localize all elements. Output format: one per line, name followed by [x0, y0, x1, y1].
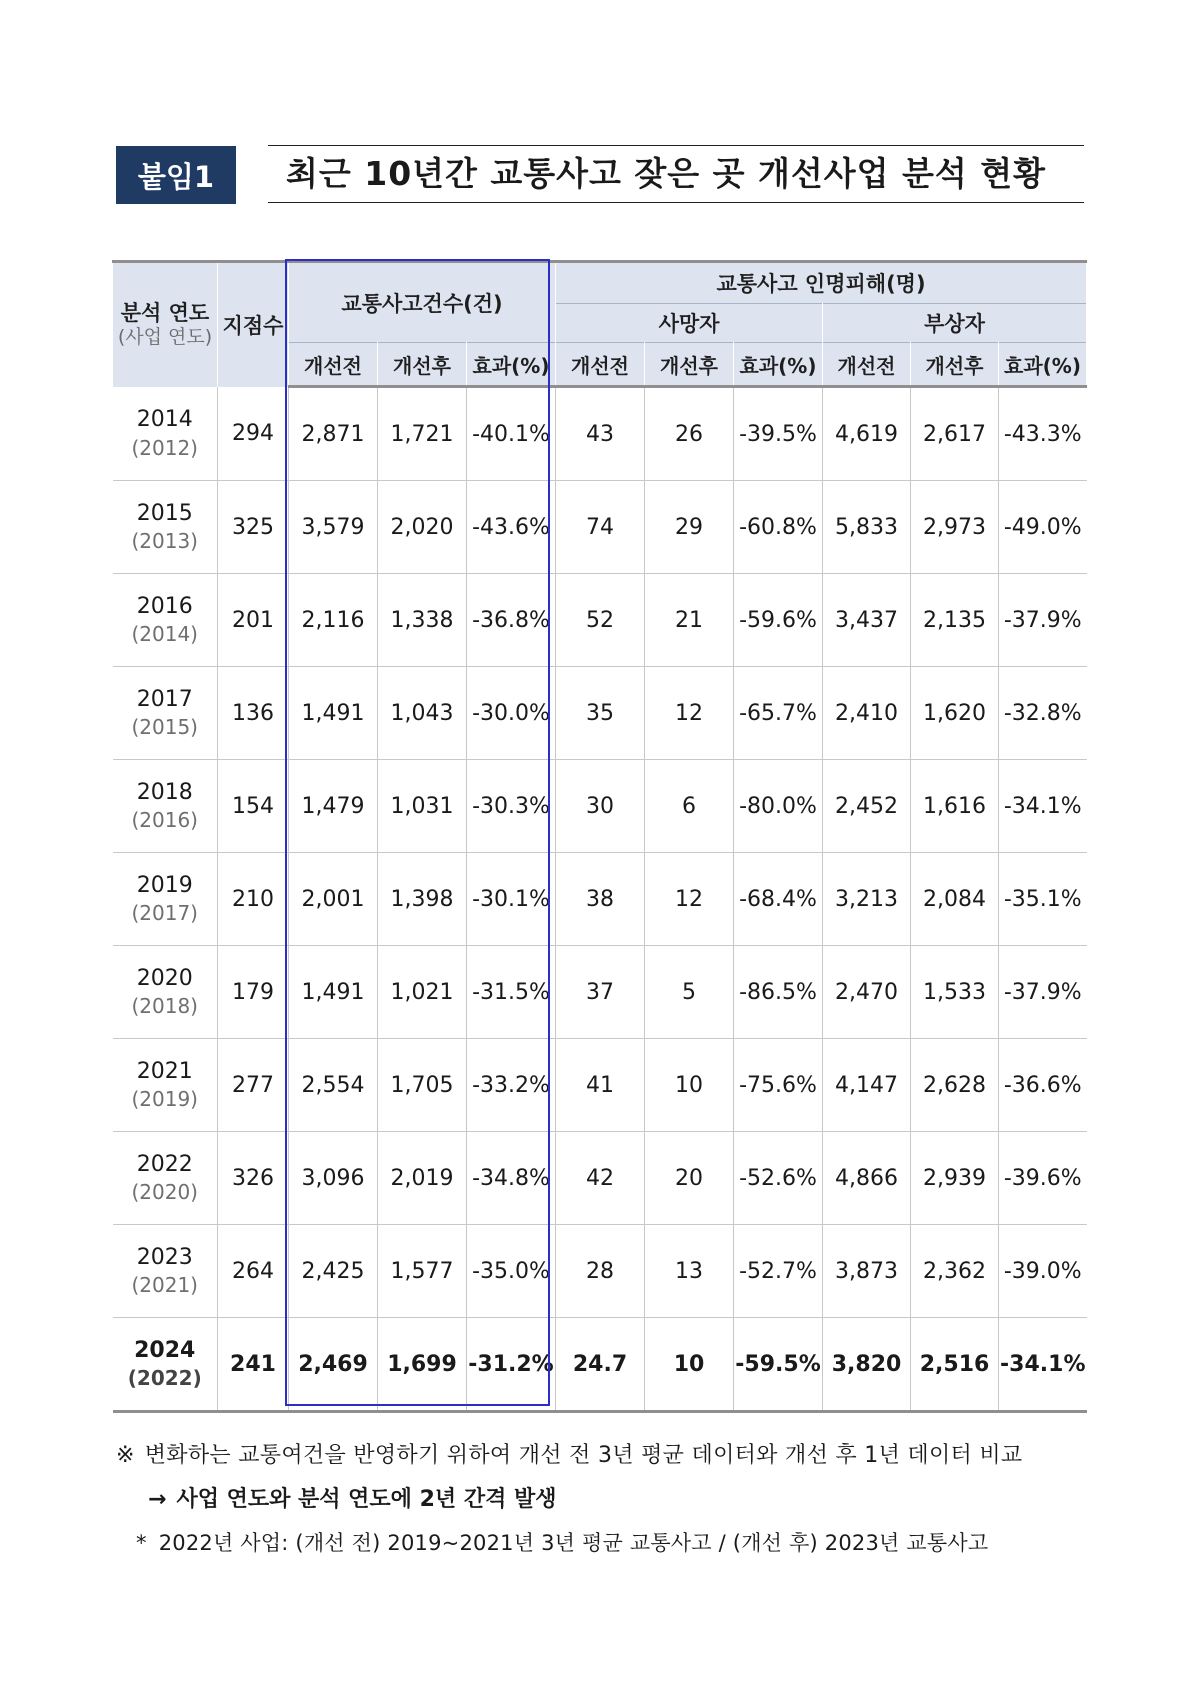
cell-acc-a: 1,338 — [378, 574, 467, 667]
cell-d-e: -65.7% — [734, 667, 823, 760]
cell-d-b: 30 — [556, 760, 645, 853]
death-after-header: 개선후 — [645, 343, 734, 387]
cell-acc-a: 2,019 — [378, 1132, 467, 1225]
cell-d-e: -60.8% — [734, 481, 823, 574]
cell-d-a: 6 — [645, 760, 734, 853]
death-before-header: 개선전 — [556, 343, 645, 387]
casualty-group-header: 교통사고 인명피해(명) — [556, 262, 1087, 304]
cell-d-a: 5 — [645, 946, 734, 1039]
cell-i-b: 3,873 — [823, 1225, 911, 1318]
analysis-year: 2021 — [136, 1058, 193, 1084]
table-row — [113, 481, 1087, 574]
cell-sites: 277 — [218, 1039, 289, 1132]
year-cell — [113, 574, 218, 667]
cell-d-a: 13 — [645, 1225, 734, 1318]
business-year: (2018) — [131, 994, 198, 1019]
cell-acc-a: 1,398 — [378, 853, 467, 946]
cell-d-a: 12 — [645, 853, 734, 946]
business-year: (2012) — [131, 435, 198, 460]
cell-sites: 326 — [218, 1132, 289, 1225]
cell-sites: 294 — [218, 387, 289, 481]
cell-d-a: 10 — [645, 1039, 734, 1132]
note-line-3 — [136, 1527, 988, 1557]
cell-d-a: 10 — [645, 1318, 734, 1412]
page-title: 최근 10년간 교통사고 잦은 곳 개선사업 분석 현황 — [286, 154, 1047, 193]
cell-d-b: 42 — [556, 1132, 645, 1225]
year-cell — [113, 387, 218, 481]
cell-d-b: 41 — [556, 1039, 645, 1132]
injuries-group-header: 부상자 — [823, 304, 1087, 343]
table-row — [113, 946, 1087, 1039]
cell-sites: 179 — [218, 946, 289, 1039]
injury-after-header: 개선후 — [911, 343, 999, 387]
cell-d-e: -59.5% — [734, 1318, 823, 1412]
cell-acc-a: 1,031 — [378, 760, 467, 853]
cell-i-b: 4,619 — [823, 387, 911, 481]
accidents-group-header: 교통사고건수(건) — [289, 262, 556, 343]
cell-d-e: -59.6% — [734, 574, 823, 667]
note-text-1: 변화하는 교통여건을 반영하기 위하여 개선 전 3년 평균 데이터와 개선 후 1년 데이터 비교 — [144, 1443, 1023, 1468]
cell-d-e: -68.4% — [734, 853, 823, 946]
cell-acc-a: 2,020 — [378, 481, 467, 574]
cell-d-b: 43 — [556, 387, 645, 481]
business-year: (2014) — [131, 622, 198, 647]
injury-before-header: 개선전 — [823, 343, 911, 387]
table-row — [113, 667, 1087, 760]
year-cell — [113, 1225, 218, 1318]
cell-acc-b: 3,579 — [289, 481, 378, 574]
cell-i-a: 2,084 — [911, 853, 999, 946]
cell-i-e: -39.6% — [999, 1132, 1087, 1225]
analysis-year: 2019 — [136, 872, 193, 898]
cell-sites: 241 — [218, 1318, 289, 1412]
note-line-1 — [116, 1438, 1022, 1469]
cell-i-e: -37.9% — [999, 946, 1087, 1039]
year-cell — [113, 667, 218, 760]
cell-acc-a: 1,721 — [378, 387, 467, 481]
business-year: (2016) — [131, 808, 198, 833]
cell-acc-e: -35.0% — [467, 1225, 556, 1318]
cell-sites: 325 — [218, 481, 289, 574]
business-year: (2015) — [131, 715, 198, 740]
year-cell — [113, 1318, 218, 1412]
cell-i-a: 2,516 — [911, 1318, 999, 1412]
note-text-3: 2022년 사업: (개선 전) 2019~2021년 3년 평균 교통사고 / (개선 후) 2023년 교통사고 — [158, 1531, 989, 1555]
death-effect-header: 효과(%) — [734, 343, 823, 387]
cell-acc-b: 1,491 — [289, 667, 378, 760]
cell-acc-e: -34.8% — [467, 1132, 556, 1225]
col-year-label: 분석 연도 — [120, 300, 210, 325]
cell-i-b: 2,452 — [823, 760, 911, 853]
business-year: (2021) — [131, 1273, 198, 1298]
table-row — [113, 574, 1087, 667]
cell-d-e: -52.6% — [734, 1132, 823, 1225]
cell-i-a: 2,362 — [911, 1225, 999, 1318]
cell-d-b: 74 — [556, 481, 645, 574]
acc-before-header: 개선전 — [289, 343, 378, 387]
cell-i-e: -34.1% — [999, 760, 1087, 853]
cell-d-b: 28 — [556, 1225, 645, 1318]
col-sites-header: 지점수 — [218, 262, 289, 387]
cell-d-a: 20 — [645, 1132, 734, 1225]
business-year: (2020) — [131, 1180, 198, 1205]
note-line-2 — [148, 1482, 556, 1513]
cell-d-e: -86.5% — [734, 946, 823, 1039]
cell-d-a: 29 — [645, 481, 734, 574]
cell-acc-a: 1,699 — [378, 1318, 467, 1412]
analysis-year: 2020 — [136, 965, 193, 991]
cell-d-b: 52 — [556, 574, 645, 667]
cell-i-a: 2,617 — [911, 387, 999, 481]
cell-acc-b: 2,116 — [289, 574, 378, 667]
cell-acc-a: 1,021 — [378, 946, 467, 1039]
col-year-sub-label: (사업 연도) — [117, 326, 213, 348]
cell-i-e: -36.6% — [999, 1039, 1087, 1132]
cell-acc-b: 2,001 — [289, 853, 378, 946]
business-year: (2013) — [131, 529, 198, 554]
cell-d-a: 12 — [645, 667, 734, 760]
cell-sites: 210 — [218, 853, 289, 946]
cell-acc-e: -30.3% — [467, 760, 556, 853]
cell-d-b: 37 — [556, 946, 645, 1039]
cell-i-b: 3,820 — [823, 1318, 911, 1412]
cell-d-b: 24.7 — [556, 1318, 645, 1412]
cell-sites: 154 — [218, 760, 289, 853]
cell-i-e: -32.8% — [999, 667, 1087, 760]
cell-i-a: 2,973 — [911, 481, 999, 574]
year-cell — [113, 1039, 218, 1132]
cell-i-b: 2,470 — [823, 946, 911, 1039]
analysis-year: 2016 — [136, 593, 193, 619]
cell-acc-b: 2,554 — [289, 1039, 378, 1132]
business-year: (2022) — [127, 1366, 202, 1391]
year-cell — [113, 481, 218, 574]
analysis-year: 2017 — [136, 686, 193, 712]
deaths-group-header: 사망자 — [556, 304, 823, 343]
cell-acc-b: 2,425 — [289, 1225, 378, 1318]
cell-acc-e: -31.2% — [467, 1318, 556, 1412]
cell-d-e: -80.0% — [734, 760, 823, 853]
cell-acc-b: 2,871 — [289, 387, 378, 481]
year-cell — [113, 1132, 218, 1225]
cell-acc-b: 3,096 — [289, 1132, 378, 1225]
attachment-badge: 붙임1 — [116, 146, 236, 204]
cell-i-e: -49.0% — [999, 481, 1087, 574]
cell-i-e: -43.3% — [999, 387, 1087, 481]
cell-d-e: -52.7% — [734, 1225, 823, 1318]
table-row — [113, 1039, 1087, 1132]
cell-acc-e: -30.1% — [467, 853, 556, 946]
cell-i-a: 2,628 — [911, 1039, 999, 1132]
table-row — [113, 853, 1087, 946]
cell-sites: 264 — [218, 1225, 289, 1318]
acc-effect-header: 효과(%) — [467, 343, 556, 387]
cell-acc-b: 1,479 — [289, 760, 378, 853]
cell-acc-e: -43.6% — [467, 481, 556, 574]
table-row — [113, 760, 1087, 853]
cell-i-b: 5,833 — [823, 481, 911, 574]
arrow-right-icon: → — [148, 1487, 167, 1512]
cell-d-e: -75.6% — [734, 1039, 823, 1132]
acc-after-header: 개선후 — [378, 343, 467, 387]
table-row — [113, 1225, 1087, 1318]
cell-d-a: 26 — [645, 387, 734, 481]
year-cell — [113, 946, 218, 1039]
cell-acc-e: -36.8% — [467, 574, 556, 667]
cell-i-e: -34.1% — [999, 1318, 1087, 1412]
cell-acc-e: -31.5% — [467, 946, 556, 1039]
cell-acc-a: 1,577 — [378, 1225, 467, 1318]
cell-acc-e: -40.1% — [467, 387, 556, 481]
year-cell — [113, 760, 218, 853]
table-row — [113, 1132, 1087, 1225]
cell-i-e: -35.1% — [999, 853, 1087, 946]
analysis-table — [112, 260, 1087, 1413]
cell-acc-e: -33.2% — [467, 1039, 556, 1132]
cell-acc-a: 1,705 — [378, 1039, 467, 1132]
analysis-year: 2022 — [136, 1151, 193, 1177]
cell-sites: 201 — [218, 574, 289, 667]
cell-acc-a: 1,043 — [378, 667, 467, 760]
cell-i-b: 4,147 — [823, 1039, 911, 1132]
analysis-year: 2023 — [136, 1244, 193, 1270]
table-row — [113, 387, 1087, 481]
title-bottom-rule — [268, 202, 1084, 203]
title-top-rule — [268, 145, 1084, 146]
cell-i-e: -37.9% — [999, 574, 1087, 667]
cell-i-a: 2,135 — [911, 574, 999, 667]
cell-i-a: 2,939 — [911, 1132, 999, 1225]
cell-i-b: 3,213 — [823, 853, 911, 946]
asterisk-mark: * — [136, 1531, 147, 1555]
injury-effect-header: 효과(%) — [999, 343, 1087, 387]
analysis-year: 2018 — [136, 779, 193, 805]
table-row — [113, 1318, 1087, 1412]
analysis-year: 2024 — [134, 1337, 196, 1363]
cell-i-b: 4,866 — [823, 1132, 911, 1225]
year-cell — [113, 853, 218, 946]
cell-d-b: 38 — [556, 853, 645, 946]
col-year-header — [113, 262, 218, 387]
cell-i-a: 1,620 — [911, 667, 999, 760]
cell-d-a: 21 — [645, 574, 734, 667]
cell-acc-b: 1,491 — [289, 946, 378, 1039]
analysis-year: 2015 — [136, 500, 193, 526]
business-year: (2017) — [131, 901, 198, 926]
cell-acc-e: -30.0% — [467, 667, 556, 760]
cell-d-b: 35 — [556, 667, 645, 760]
cell-i-b: 2,410 — [823, 667, 911, 760]
business-year: (2019) — [131, 1087, 198, 1112]
cell-i-a: 1,616 — [911, 760, 999, 853]
cell-i-b: 3,437 — [823, 574, 911, 667]
note-text-2: 사업 연도와 분석 연도에 2년 간격 발생 — [176, 1487, 557, 1512]
table-body — [113, 387, 1087, 1412]
analysis-year: 2014 — [136, 406, 193, 432]
reference-mark: ※ — [116, 1443, 135, 1468]
cell-sites: 136 — [218, 667, 289, 760]
cell-i-e: -39.0% — [999, 1225, 1087, 1318]
cell-d-e: -39.5% — [734, 387, 823, 481]
cell-i-a: 1,533 — [911, 946, 999, 1039]
cell-acc-b: 2,469 — [289, 1318, 378, 1412]
